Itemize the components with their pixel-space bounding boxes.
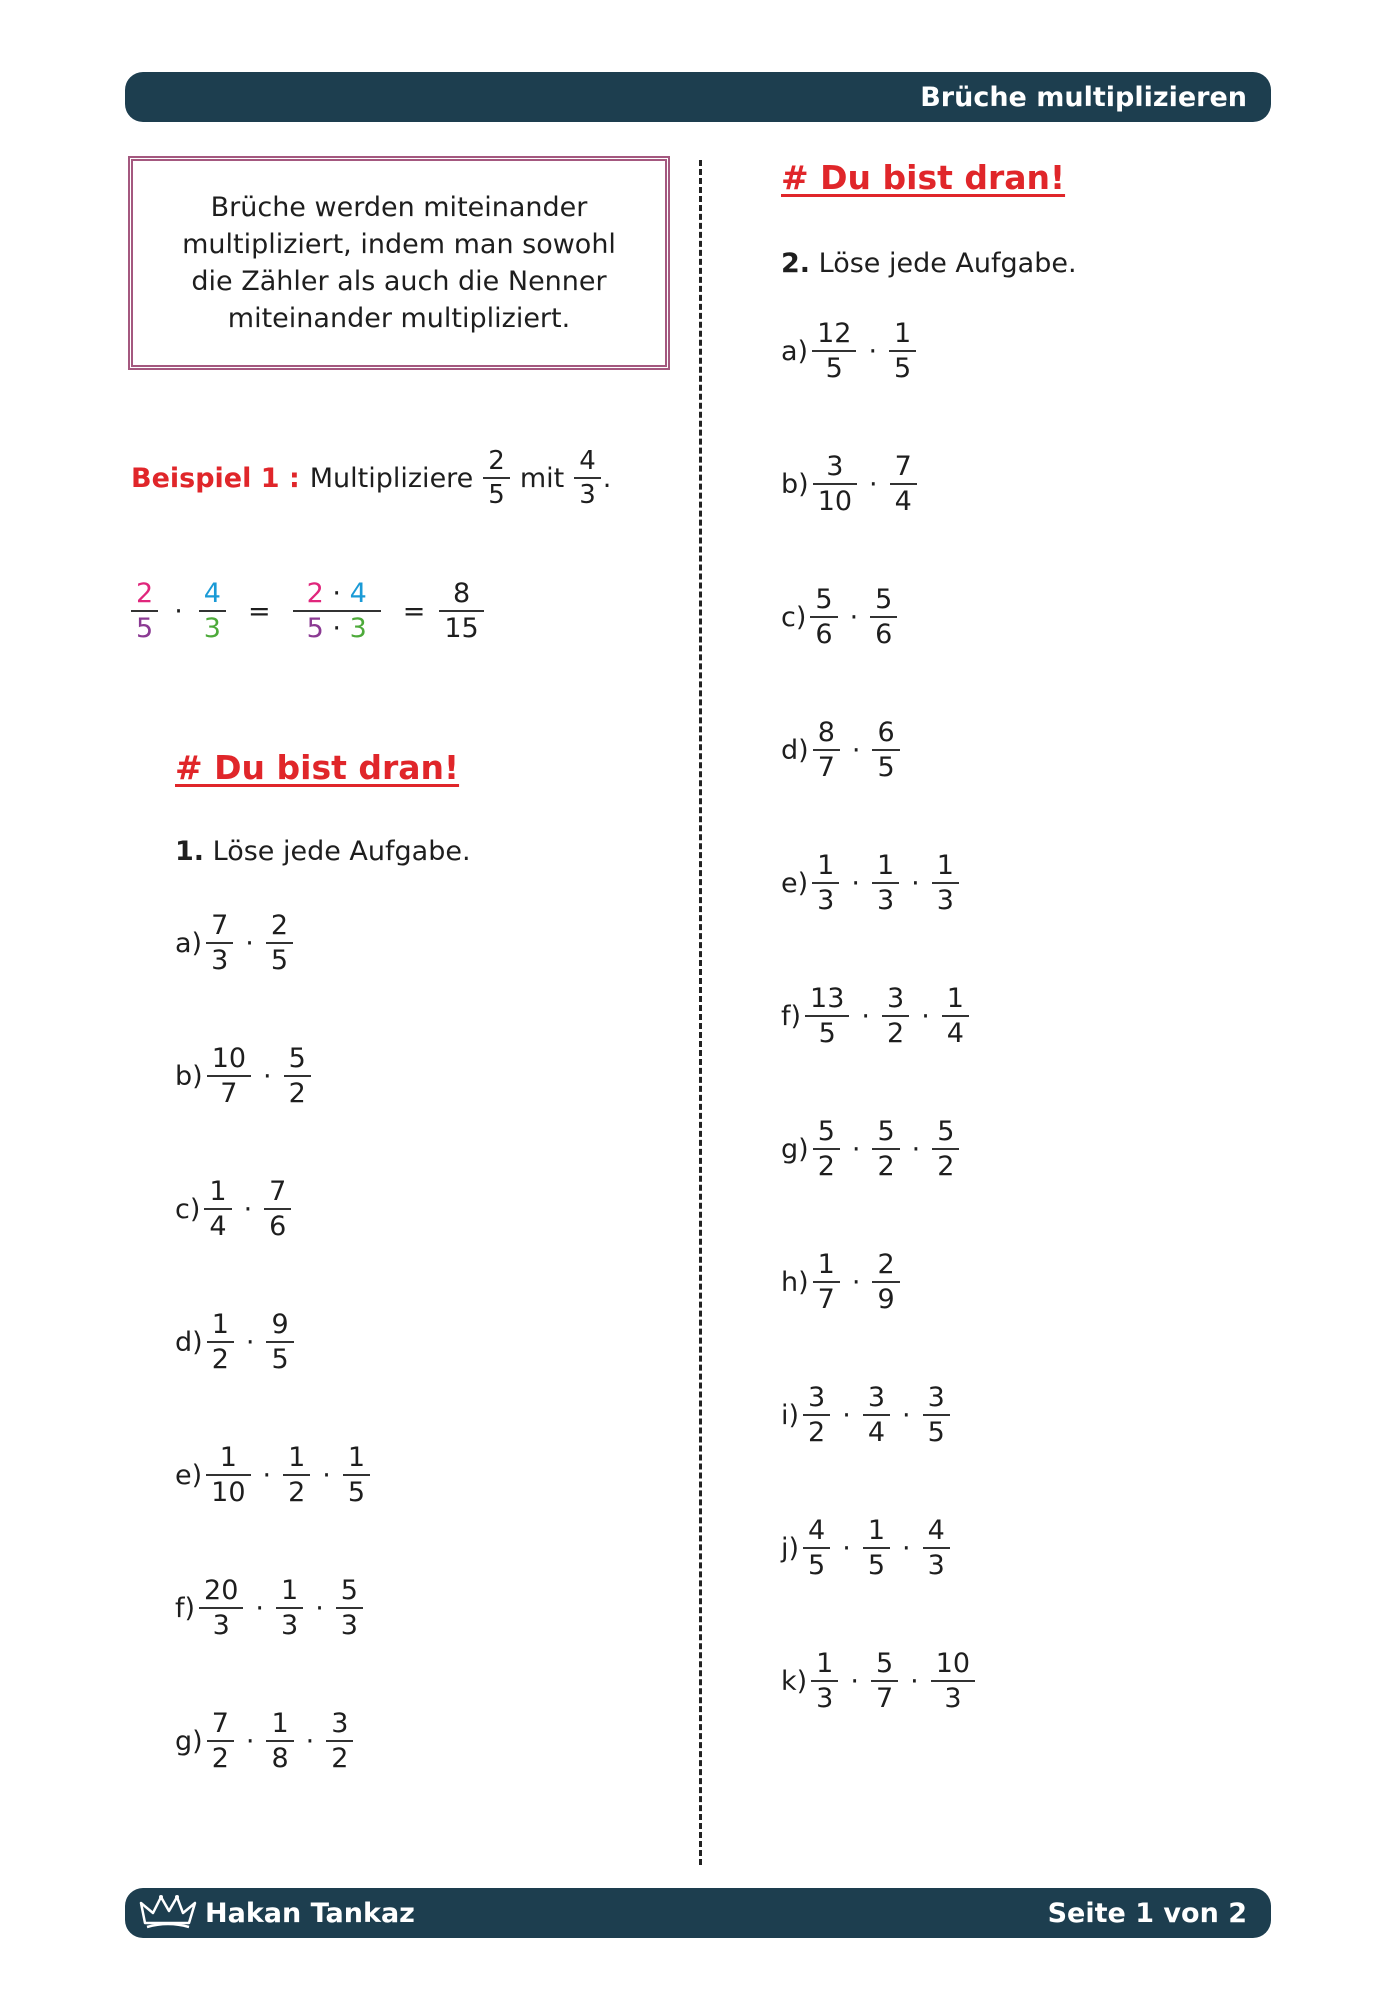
fraction xyxy=(204,1178,231,1240)
task-number: 2. xyxy=(781,248,811,279)
numerator: 1 xyxy=(347,1442,366,1473)
exercise-label: c) xyxy=(175,1193,201,1225)
exercise-h xyxy=(781,1251,900,1313)
exercise-c xyxy=(175,1178,291,1240)
denominator: 10 xyxy=(813,483,857,515)
exercise-c xyxy=(781,586,897,648)
numerator: 1 xyxy=(894,318,912,349)
denominator: 5 xyxy=(131,610,158,642)
numerator: 5 xyxy=(877,1116,895,1147)
fraction xyxy=(882,985,909,1047)
exercise-e xyxy=(175,1444,370,1506)
equals-sign: = xyxy=(402,595,426,627)
numerator: 7 xyxy=(211,910,229,941)
fraction xyxy=(266,1710,293,1772)
numerator: 13 xyxy=(810,983,845,1014)
exercise-label: g) xyxy=(175,1725,203,1757)
exercise-g xyxy=(175,1710,353,1772)
fraction xyxy=(803,1384,830,1446)
denominator: 7 xyxy=(871,1680,898,1712)
multiply-dot: · xyxy=(174,595,183,627)
multiply-dot: · xyxy=(255,1592,264,1624)
exercise-i xyxy=(781,1384,950,1446)
multiply-dot: · xyxy=(861,1000,870,1032)
denominator: 2 xyxy=(872,1148,899,1180)
fraction xyxy=(813,719,840,781)
multiply-dot: · xyxy=(850,1665,859,1697)
numerator: 1 xyxy=(288,1442,306,1473)
denominator: 5 xyxy=(266,942,293,974)
example-fraction-1 xyxy=(483,448,510,508)
column-divider xyxy=(699,160,702,1865)
exercise-label: d) xyxy=(175,1326,203,1358)
fraction xyxy=(266,1311,293,1373)
rule-line: Brüche werden miteinander xyxy=(210,192,588,223)
section2-task xyxy=(781,248,1077,279)
numerator: 1 xyxy=(816,1648,834,1679)
fraction xyxy=(932,852,959,914)
fraction xyxy=(813,453,857,515)
numerator: 6 xyxy=(877,717,895,748)
numerator: 10 xyxy=(211,1043,247,1074)
exercise-a xyxy=(781,320,916,382)
multiply-dot: · xyxy=(851,1266,861,1298)
exercise-label: b) xyxy=(175,1060,203,1092)
step-numerator xyxy=(293,580,381,610)
numerator: 8 xyxy=(817,717,835,748)
eq-fraction-2 xyxy=(199,580,226,642)
multiply-dot: · xyxy=(245,1725,255,1757)
numerator: 4 xyxy=(579,446,596,476)
fraction xyxy=(283,1444,310,1506)
eq-result-fraction xyxy=(439,580,483,642)
multiply-dot: · xyxy=(315,1592,324,1624)
exercise-label: b) xyxy=(781,468,809,500)
numerator: 1 xyxy=(219,1442,237,1473)
numerator: 5 xyxy=(340,1575,358,1606)
multiply-dot: · xyxy=(842,1532,851,1564)
fraction xyxy=(284,1045,311,1107)
numerator: 2 xyxy=(877,1249,895,1280)
numerator: 4 xyxy=(808,1515,826,1546)
fraction xyxy=(890,453,917,515)
denominator: 4 xyxy=(204,1208,231,1240)
numerator: 1 xyxy=(817,1249,835,1280)
multiply-dot: · xyxy=(902,1532,911,1564)
exercise-label: j) xyxy=(781,1532,800,1564)
header-bar xyxy=(125,72,1271,122)
fraction xyxy=(872,719,899,781)
section1-heading: # Du bist dran! xyxy=(175,748,460,787)
multiply-dot: · xyxy=(243,1193,253,1225)
example-label: Beispiel 1 : xyxy=(131,462,300,494)
exercise-e xyxy=(781,852,959,914)
denominator: 6 xyxy=(264,1208,291,1240)
numerator: 3 xyxy=(887,983,905,1014)
numerator: 8 xyxy=(452,578,471,609)
fraction xyxy=(343,1444,370,1506)
denominator: 5 xyxy=(483,477,510,508)
denominator: 3 xyxy=(336,1607,363,1639)
fraction xyxy=(942,985,969,1047)
numerator: 3 xyxy=(927,1382,945,1413)
denominator: 2 xyxy=(932,1148,959,1180)
denominator: 3 xyxy=(199,610,226,642)
fraction xyxy=(206,1444,250,1506)
denominator: 5 xyxy=(803,1547,830,1579)
fraction xyxy=(872,852,899,914)
numerator: 4 xyxy=(203,578,221,609)
numerator: 1 xyxy=(867,1515,886,1546)
multiply-dot: · xyxy=(902,1399,911,1431)
section2-heading: # Du bist dran! xyxy=(781,158,1066,197)
section1-task xyxy=(175,836,471,867)
numerator: 1 xyxy=(281,1575,299,1606)
numerator: 3 xyxy=(867,1382,886,1413)
fraction xyxy=(931,1650,975,1712)
exercise-b xyxy=(175,1045,311,1107)
fraction xyxy=(336,1577,363,1639)
page-title: Brüche multiplizieren xyxy=(920,81,1247,113)
multiply-dot: · xyxy=(910,1665,919,1697)
exercise-f xyxy=(781,985,969,1047)
numerator: 5 xyxy=(815,584,833,615)
denominator: 9 xyxy=(872,1281,899,1313)
numerator: 1 xyxy=(209,1176,227,1207)
multiply-dot: · xyxy=(262,1459,272,1491)
fraction xyxy=(923,1517,950,1579)
page-number: Seite 1 von 2 xyxy=(1047,1897,1247,1929)
multiply-dot: · xyxy=(245,1326,255,1358)
multiply-dot: · xyxy=(868,335,878,367)
denominator: 6 xyxy=(870,616,897,648)
rule-line: multipliziert, indem man sowohl xyxy=(182,229,616,260)
exercise-f xyxy=(175,1577,363,1639)
numerator: 1 xyxy=(271,1708,289,1739)
fraction xyxy=(872,1251,899,1313)
denominator: 3 xyxy=(206,942,233,974)
numerator: 7 xyxy=(269,1176,287,1207)
fraction xyxy=(803,1517,830,1579)
denominator: 5 xyxy=(805,1015,849,1047)
numerator: 7 xyxy=(894,451,912,482)
denominator: 3 xyxy=(931,1680,975,1712)
denominator: 5 xyxy=(812,350,856,382)
step-d2: 3 xyxy=(349,613,367,644)
task-text: Löse jede Aufgabe. xyxy=(818,248,1077,279)
footer-bar xyxy=(125,1888,1271,1938)
eq-step-fraction xyxy=(293,580,381,642)
denominator: 5 xyxy=(343,1474,370,1506)
multiply-dot: · xyxy=(305,1725,315,1757)
example-fraction-2 xyxy=(574,448,601,508)
fraction xyxy=(811,1650,838,1712)
denominator: 3 xyxy=(812,882,839,914)
fraction xyxy=(199,1577,243,1639)
exercise-g xyxy=(781,1118,959,1180)
denominator: 5 xyxy=(889,350,916,382)
rule-line: miteinander multipliziert. xyxy=(227,303,571,334)
fraction xyxy=(276,1577,303,1639)
exercise-b xyxy=(781,453,917,515)
fraction xyxy=(813,1118,840,1180)
denominator: 3 xyxy=(574,477,601,508)
fraction xyxy=(813,1251,840,1313)
denominator: 15 xyxy=(439,610,483,642)
fraction xyxy=(812,852,839,914)
numerator: 5 xyxy=(817,1116,835,1147)
denominator: 7 xyxy=(813,749,840,781)
step-n1: 2 xyxy=(306,578,324,609)
numerator: 1 xyxy=(936,850,954,881)
example-equation xyxy=(131,580,484,642)
crown-icon xyxy=(139,1893,197,1933)
multiply-dot: · xyxy=(851,867,860,899)
multiply-dot: · xyxy=(869,468,878,500)
numerator: 5 xyxy=(875,1648,894,1679)
fraction xyxy=(207,1710,234,1772)
exercise-label: a) xyxy=(781,335,809,367)
exercise-j xyxy=(781,1517,950,1579)
fraction xyxy=(810,586,837,648)
numerator: 3 xyxy=(331,1708,349,1739)
denominator: 7 xyxy=(813,1281,840,1313)
exercise-d xyxy=(781,719,900,781)
exercise-label: k) xyxy=(781,1665,808,1697)
denominator: 3 xyxy=(923,1547,950,1579)
numerator: 2 xyxy=(270,910,289,941)
example-line xyxy=(131,448,611,508)
numerator: 4 xyxy=(927,1515,945,1546)
multiply-dot: · xyxy=(911,1133,921,1165)
fraction xyxy=(863,1384,890,1446)
fraction xyxy=(932,1118,959,1180)
exercise-label: a) xyxy=(175,927,203,959)
task-text: Löse jede Aufgabe. xyxy=(212,836,471,867)
step-d1: 5 xyxy=(306,613,324,644)
denominator: 2 xyxy=(284,1075,311,1107)
exercise-label: e) xyxy=(175,1459,203,1491)
exercise-label: i) xyxy=(781,1399,800,1431)
multiply-dot: · xyxy=(263,1060,272,1092)
exercise-label: h) xyxy=(781,1266,809,1298)
step-dot: · xyxy=(332,578,341,609)
author-name: Hakan Tankaz xyxy=(205,1897,415,1929)
denominator: 5 xyxy=(863,1547,890,1579)
denominator: 8 xyxy=(266,1740,293,1772)
exercise-a xyxy=(175,912,293,974)
denominator: 4 xyxy=(942,1015,969,1047)
denominator: 2 xyxy=(207,1740,234,1772)
denominator: 2 xyxy=(283,1474,310,1506)
exercise-label: f) xyxy=(175,1592,196,1624)
example-period: . xyxy=(602,462,612,494)
numerator: 7 xyxy=(211,1708,229,1739)
denominator: 3 xyxy=(932,882,959,914)
fraction xyxy=(207,1045,251,1107)
example-mit: mit xyxy=(519,462,565,494)
equals-sign: = xyxy=(247,595,271,627)
denominator: 2 xyxy=(207,1341,234,1373)
fraction xyxy=(863,1517,890,1579)
multiply-dot: · xyxy=(851,734,861,766)
denominator: 7 xyxy=(207,1075,251,1107)
denominator: 4 xyxy=(863,1414,890,1446)
fraction xyxy=(264,1178,291,1240)
numerator: 1 xyxy=(876,850,895,881)
denominator: 5 xyxy=(872,749,899,781)
multiply-dot: · xyxy=(842,1399,851,1431)
fraction xyxy=(206,912,233,974)
numerator: 1 xyxy=(817,850,835,881)
denominator: 3 xyxy=(872,882,899,914)
exercise-label: f) xyxy=(781,1000,802,1032)
numerator: 5 xyxy=(937,1116,955,1147)
numerator: 12 xyxy=(817,318,852,349)
exercise-d xyxy=(175,1311,294,1373)
fraction xyxy=(872,1118,899,1180)
fraction xyxy=(923,1384,950,1446)
multiply-dot: · xyxy=(245,927,254,959)
fraction xyxy=(871,1650,898,1712)
exercise-label: d) xyxy=(781,734,809,766)
numerator: 1 xyxy=(946,983,964,1014)
denominator: 3 xyxy=(811,1680,838,1712)
rule-line: die Zähler als auch die Nenner xyxy=(191,266,607,297)
example-text: Multipliziere xyxy=(309,462,474,494)
multiply-dot: · xyxy=(911,867,920,899)
denominator: 10 xyxy=(206,1474,250,1506)
denominator: 2 xyxy=(882,1015,909,1047)
denominator: 2 xyxy=(803,1414,830,1446)
fraction xyxy=(266,912,293,974)
fraction xyxy=(870,586,897,648)
numerator: 3 xyxy=(826,451,844,482)
numerator: 20 xyxy=(204,1575,239,1606)
exercise-label: g) xyxy=(781,1133,809,1165)
exercise-k xyxy=(781,1650,975,1712)
numerator: 5 xyxy=(875,584,893,615)
task-number: 1. xyxy=(175,836,205,867)
step-n2: 4 xyxy=(349,578,367,609)
multiply-dot: · xyxy=(849,601,859,633)
step-denominator xyxy=(293,610,381,642)
denominator: 4 xyxy=(890,483,917,515)
rule-box xyxy=(128,156,670,370)
multiply-dot: · xyxy=(921,1000,930,1032)
fraction xyxy=(207,1311,234,1373)
numerator: 3 xyxy=(808,1382,826,1413)
fraction xyxy=(326,1710,353,1772)
fraction xyxy=(805,985,849,1047)
multiply-dot: · xyxy=(322,1459,331,1491)
numerator: 2 xyxy=(136,578,154,609)
fraction xyxy=(889,320,916,382)
denominator: 3 xyxy=(199,1607,243,1639)
exercise-label: c) xyxy=(781,601,807,633)
eq-fraction-1 xyxy=(131,580,158,642)
denominator: 3 xyxy=(276,1607,303,1639)
fraction xyxy=(812,320,856,382)
denominator: 2 xyxy=(326,1740,353,1772)
exercise-label: e) xyxy=(781,867,809,899)
step-dot: · xyxy=(332,613,341,644)
numerator: 9 xyxy=(271,1309,289,1340)
numerator: 2 xyxy=(488,446,505,476)
denominator: 5 xyxy=(266,1341,293,1373)
denominator: 2 xyxy=(813,1148,840,1180)
denominator: 5 xyxy=(923,1414,950,1446)
denominator: 6 xyxy=(810,616,837,648)
numerator: 1 xyxy=(211,1309,229,1340)
numerator: 5 xyxy=(288,1043,306,1074)
multiply-dot: · xyxy=(851,1133,861,1165)
numerator: 10 xyxy=(935,1648,971,1679)
